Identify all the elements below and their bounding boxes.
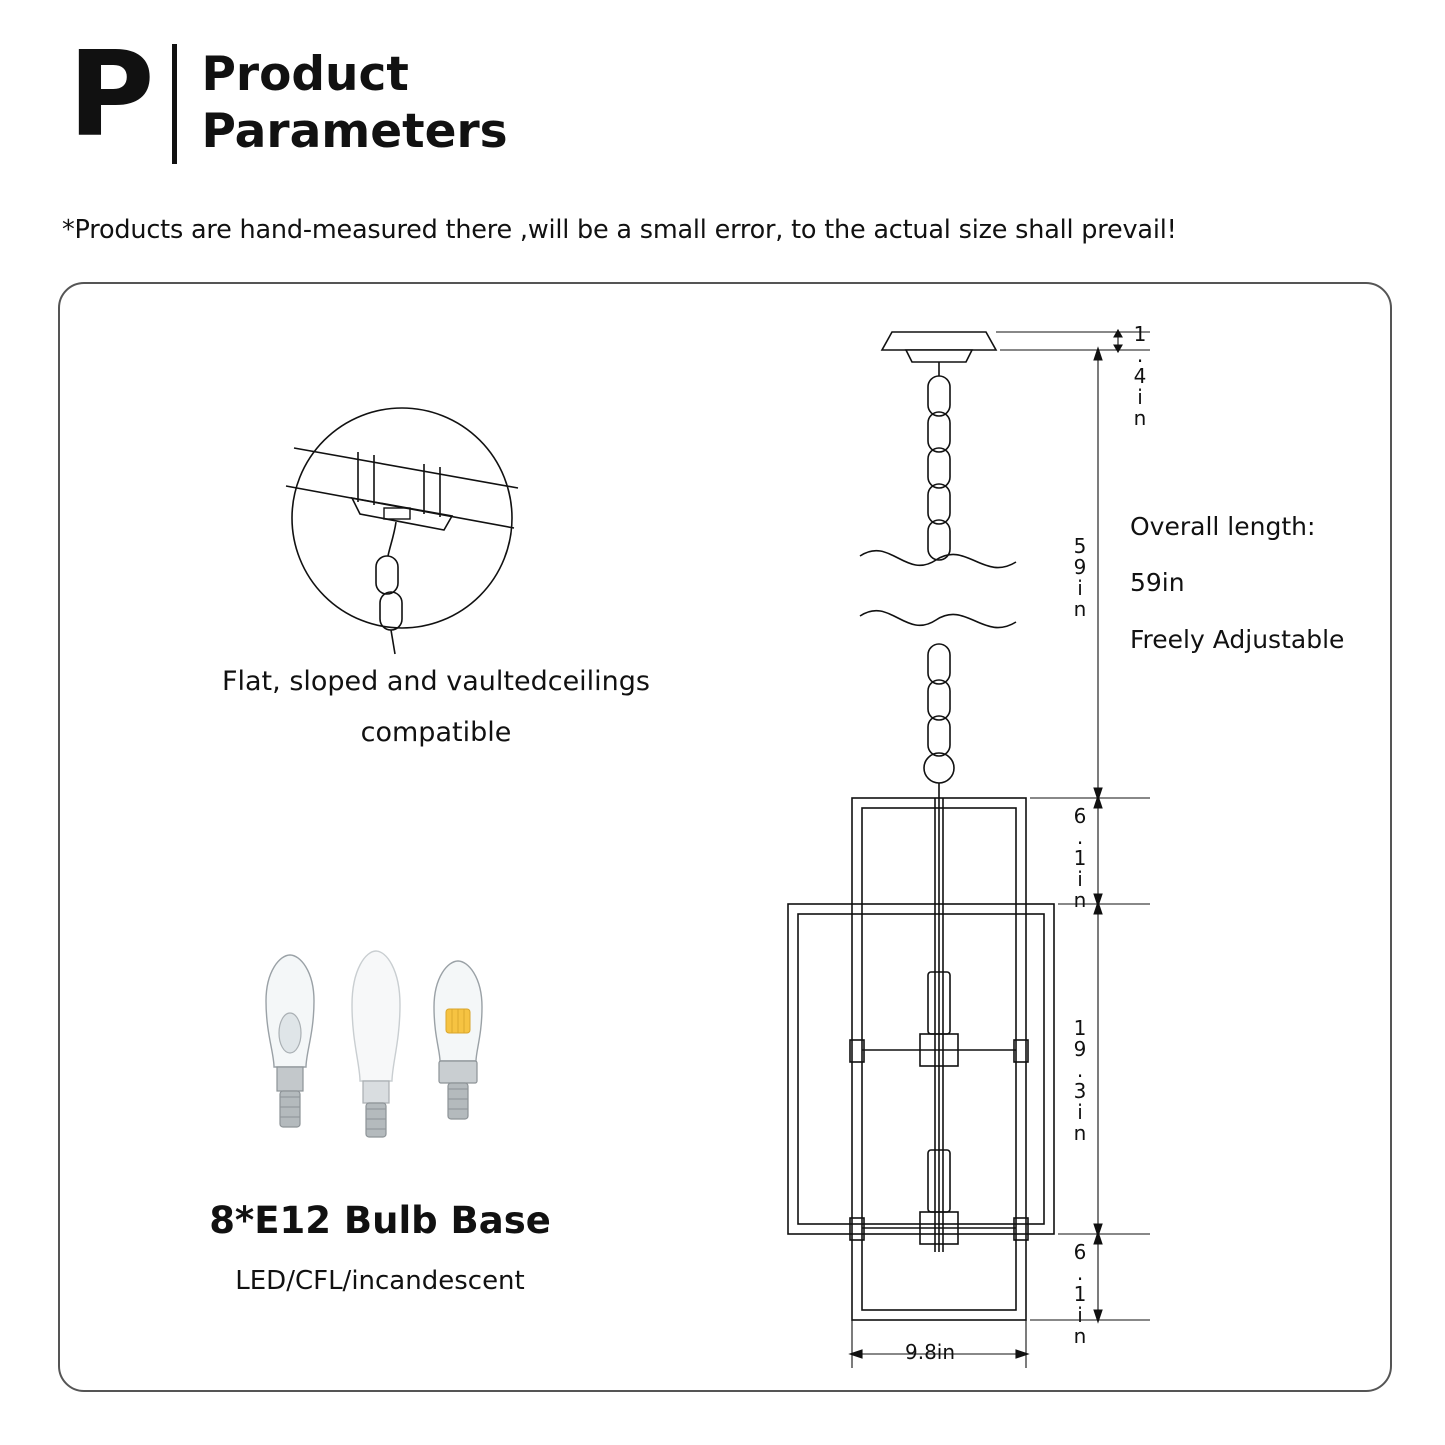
fixture-drawing (700, 304, 1170, 1374)
dim-body-height: 19.3in (1068, 1016, 1092, 1142)
bulb-illustrations (228, 949, 518, 1174)
measurement-note: *Products are hand-measured there ,will be a small error, to the actual size shall prevail! (62, 215, 1177, 245)
ceiling-caption-line1: Flat, sloped and vaultedceilings (221, 666, 651, 697)
logo-letter: P (68, 25, 153, 163)
ceiling-caption (156, 656, 716, 759)
bulb-led (434, 961, 482, 1119)
bulb-halogen (266, 955, 314, 1127)
overall-length-label: Overall length: (1130, 512, 1316, 541)
page-title-line2: Parameters (201, 104, 508, 160)
page-header (68, 25, 508, 164)
diagram-panel (58, 282, 1392, 1392)
page-title (201, 46, 507, 161)
dim-canopy-height: 1.4in (1128, 322, 1152, 427)
bulb-cfl (352, 951, 400, 1137)
overall-length-value: 59in (1130, 568, 1185, 598)
bulb-base-subtitle: LED/CFL/incandescent (235, 1266, 525, 1296)
dim-bottom-frame: 6.1in (1068, 1240, 1092, 1345)
ceiling-mount-detail (256, 406, 576, 666)
bulb-base-title: 8*E12 Bulb Base (209, 1199, 551, 1242)
overall-length-adjustable: Freely Adjustable (1130, 624, 1345, 654)
page-title-line1: Product (201, 47, 409, 102)
dim-top-frame: 6.1in (1068, 804, 1092, 909)
dim-width: 9.8in (905, 1340, 956, 1364)
ceiling-caption-line2: compatible (360, 717, 512, 749)
dim-chain-length: 59in (1068, 534, 1092, 618)
header-divider (172, 44, 177, 164)
